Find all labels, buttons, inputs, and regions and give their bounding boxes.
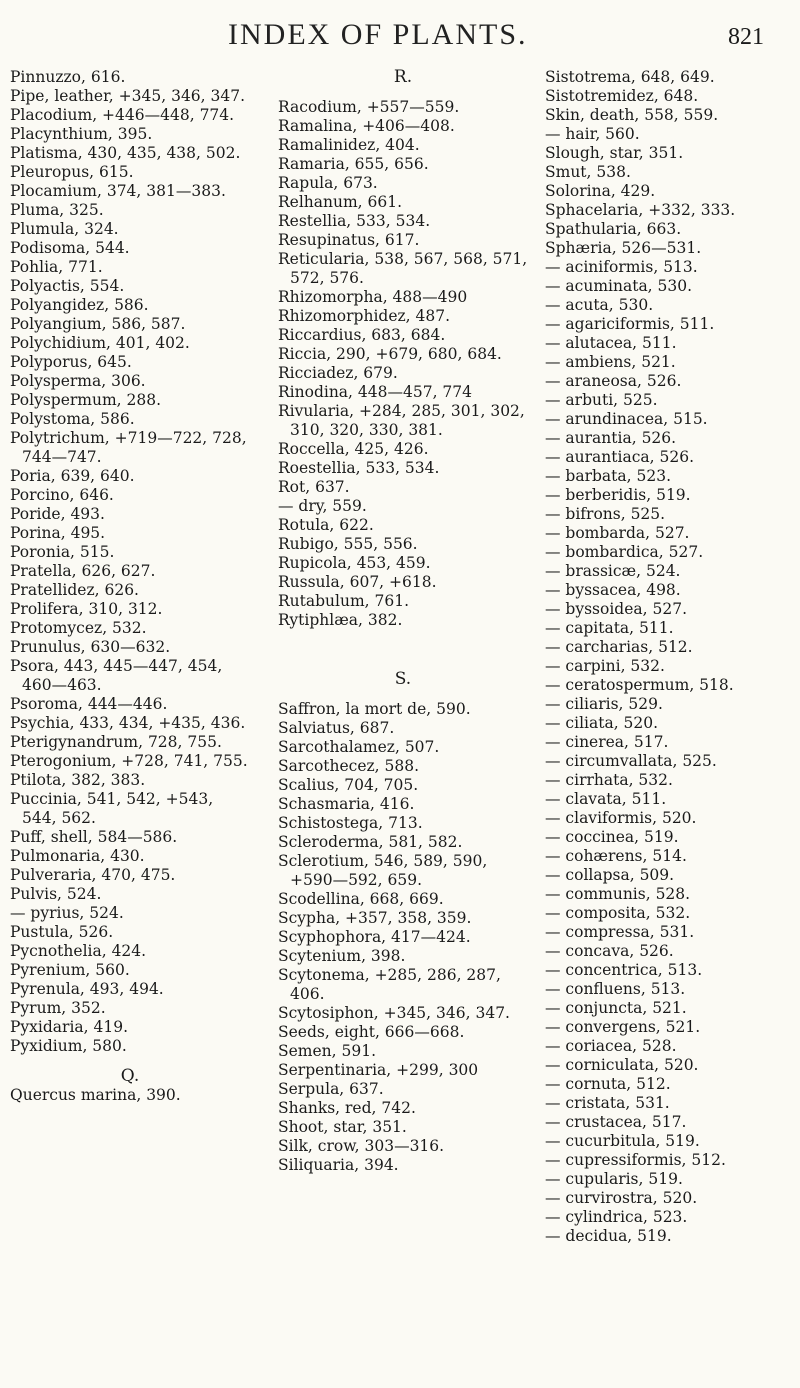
index-entry: — agariciformis, 511.: [545, 315, 715, 333]
index-entry: Placodium, +446—448, 774.: [10, 106, 235, 124]
index-entry: — brassicæ, 524.: [545, 562, 681, 580]
index-entry: Poria, 639, 640.: [10, 467, 135, 485]
index-entry: Roccella, 425, 426.: [278, 440, 429, 458]
index-entry: — cornuta, 512.: [545, 1075, 671, 1093]
index-entry: — byssacea, 498.: [545, 581, 681, 599]
index-entry: — pyrius, 524.: [10, 904, 124, 922]
index-entry: Riccardius, 683, 684.: [278, 326, 446, 344]
index-entry: — capitata, 511.: [545, 619, 674, 637]
index-entry: — cirrhata, 532.: [545, 771, 673, 789]
index-entry: — carpini, 532.: [545, 657, 665, 675]
index-entry: Pluma, 325.: [10, 201, 104, 219]
index-entry: Rapula, 673.: [278, 174, 378, 192]
index-entry: Porcino, 646.: [10, 486, 114, 504]
index-entry: — berberidis, 519.: [545, 486, 691, 504]
index-entry: Polytrichum, +719—722, 728, 744—747.: [10, 429, 247, 466]
index-entry: Pleuropus, 615.: [10, 163, 134, 181]
index-entry: Poronia, 515.: [10, 543, 115, 561]
index-entry: — cucurbitula, 519.: [545, 1132, 700, 1150]
index-entry: — bombardica, 527.: [545, 543, 704, 561]
index-entry: Porina, 495.: [10, 524, 106, 542]
index-entry: Skin, death, 558, 559.: [545, 106, 719, 124]
index-entry: Quercus marina, 390.: [10, 1086, 181, 1104]
index-entry: — aurantiaca, 526.: [545, 448, 694, 466]
index-entry: — arbuti, 525.: [545, 391, 658, 409]
index-entry: — concava, 526.: [545, 942, 674, 960]
index-entry: Rotula, 622.: [278, 516, 374, 534]
index-entry: Ramalinidez, 404.: [278, 136, 420, 154]
index-entry: Pinnuzzo, 616.: [10, 68, 126, 86]
index-entry: Silk, crow, 303—316.: [278, 1137, 445, 1155]
index-entry: Pipe, leather, +345, 346, 347.: [10, 87, 246, 105]
index-entry: — byssoidea, 527.: [545, 600, 688, 618]
index-entry: — ciliata, 520.: [545, 714, 659, 732]
index-entry: — conjuncta, 521.: [545, 999, 687, 1017]
page-number: 821: [728, 24, 764, 50]
index-entry: — convergens, 521.: [545, 1018, 701, 1036]
index-entry: Plumula, 324.: [10, 220, 119, 238]
index-entry: Ramaria, 655, 656.: [278, 155, 429, 173]
index-column-3: [545, 68, 795, 1246]
index-entry: Podisoma, 544.: [10, 239, 130, 257]
index-entry: Scytonema, +285, 286, 287, 406.: [278, 966, 501, 1003]
index-entry: Scypha, +357, 358, 359.: [278, 909, 472, 927]
index-entry: Sistotremidez, 648.: [545, 87, 699, 105]
letter-heading-r: R.: [393, 67, 413, 87]
index-entry: Seeds, eight, 666—668.: [278, 1023, 465, 1041]
index-entry: — dry, 559.: [278, 497, 367, 515]
index-entry: Pulvis, 524.: [10, 885, 102, 903]
index-entry: Scalius, 704, 705.: [278, 776, 419, 794]
index-entry: Psora, 443, 445—447, 454, 460—463.: [10, 657, 223, 694]
index-entry: Polyporus, 645.: [10, 353, 132, 371]
index-entry: Smut, 538.: [545, 163, 631, 181]
index-entry: — ceratospermum, 518.: [545, 676, 734, 694]
index-entry: — crustacea, 517.: [545, 1113, 687, 1131]
index-entry: Plocamium, 374, 381—383.: [10, 182, 226, 200]
index-entry: Shanks, red, 742.: [278, 1099, 416, 1117]
index-entry: Prunulus, 630—632.: [10, 638, 171, 656]
index-entry: Pohlia, 771.: [10, 258, 103, 276]
index-entry: Restellia, 533, 534.: [278, 212, 431, 230]
index-entry: — arundinacea, 515.: [545, 410, 708, 428]
index-entry: — concentrica, 513.: [545, 961, 703, 979]
index-entry: Sarcothecez, 588.: [278, 757, 420, 775]
index-entry: Serpula, 637.: [278, 1080, 384, 1098]
index-entry: Rhizomorphidez, 487.: [278, 307, 451, 325]
index-entry: — collapsa, 509.: [545, 866, 675, 884]
index-entry: Pratellidez, 626.: [10, 581, 139, 599]
index-entry: Polychidium, 401, 402.: [10, 334, 190, 352]
index-entry: Rivularia, +284, 285, 301, 302, 310, 320, 330, 381.: [278, 402, 525, 439]
index-entry: Pyrenium, 560.: [10, 961, 130, 979]
index-entry: Pterigynandrum, 728, 755.: [10, 733, 222, 751]
index-entry: Semen, 591.: [278, 1042, 377, 1060]
index-entry: Pyxidaria, 419.: [10, 1018, 129, 1036]
index-entry: Pustula, 526.: [10, 923, 114, 941]
index-entry: Riccia, 290, +679, 680, 684.: [278, 345, 502, 363]
index-entry: Pulveraria, 470, 475.: [10, 866, 176, 884]
index-entry: Ricciadez, 679.: [278, 364, 398, 382]
index-entry: — ciliaris, 529.: [545, 695, 663, 713]
index-entry: Shoot, star, 351.: [278, 1118, 407, 1136]
index-entry: Placynthium, 395.: [10, 125, 153, 143]
index-entry: Scytosiphon, +345, 346, 347.: [278, 1004, 510, 1022]
index-entry: Polyangidez, 586.: [10, 296, 149, 314]
index-entry: Platisma, 430, 435, 438, 502.: [10, 144, 241, 162]
index-entry: — cristata, 531.: [545, 1094, 670, 1112]
index-entry: — cinerea, 517.: [545, 733, 669, 751]
index-entry: Scyphophora, 417—424.: [278, 928, 471, 946]
index-entry: — decidua, 519.: [545, 1227, 672, 1245]
index-entry: Scytenium, 398.: [278, 947, 406, 965]
index-entry: Pratella, 626, 627.: [10, 562, 156, 580]
index-entry: Pyrenula, 493, 494.: [10, 980, 164, 998]
index-entry: — cylindrica, 523.: [545, 1208, 688, 1226]
index-entry: — corniculata, 520.: [545, 1056, 699, 1074]
letter-heading-s: S.: [394, 669, 412, 689]
index-entry: — hair, 560.: [545, 125, 640, 143]
index-entry: Serpentinaria, +299, 300: [278, 1061, 479, 1079]
index-entry: Protomycez, 532.: [10, 619, 147, 637]
index-entry: — compressa, 531.: [545, 923, 695, 941]
index-entry: Relhanum, 661.: [278, 193, 403, 211]
index-entry: — aciniformis, 513.: [545, 258, 698, 276]
index-entry: — composita, 532.: [545, 904, 691, 922]
index-entry: — ambiens, 521.: [545, 353, 676, 371]
index-entry: — coccinea, 519.: [545, 828, 679, 846]
index-entry: — curvirostra, 520.: [545, 1189, 698, 1207]
index-entry: — aurantia, 526.: [545, 429, 677, 447]
index-entry: — araneosa, 526.: [545, 372, 682, 390]
index-column-2: [278, 68, 528, 1175]
index-entry: Solorina, 429.: [545, 182, 656, 200]
index-entry: Rupicola, 453, 459.: [278, 554, 431, 572]
letter-heading-q: Q.: [120, 1066, 140, 1086]
index-entry: Prolifera, 310, 312.: [10, 600, 163, 618]
index-entry: Scodellina, 668, 669.: [278, 890, 444, 908]
index-entry: — cupularis, 519.: [545, 1170, 683, 1188]
index-entry: Schasmaria, 416.: [278, 795, 415, 813]
page-title: INDEX OF PLANTS.: [228, 18, 528, 51]
index-entry: Polystoma, 586.: [10, 410, 135, 428]
page-header: [0, 18, 800, 64]
index-entry: — communis, 528.: [545, 885, 691, 903]
index-entry: Pyxidium, 580.: [10, 1037, 127, 1055]
index-entry: Schistostega, 713.: [278, 814, 423, 832]
index-entry: Polyspermum, 288.: [10, 391, 162, 409]
index-entry: Polyactis, 554.: [10, 277, 125, 295]
index-entry: Resupinatus, 617.: [278, 231, 420, 249]
index-entry: Pulmonaria, 430.: [10, 847, 145, 865]
index-entry: Psychia, 433, 434, +435, 436.: [10, 714, 246, 732]
index-entry: Ramalina, +406—408.: [278, 117, 455, 135]
index-entry: Rutabulum, 761.: [278, 592, 410, 610]
index-entry: Russula, 607, +618.: [278, 573, 437, 591]
index-entry: Rubigo, 555, 556.: [278, 535, 418, 553]
index-entry: — coriacea, 528.: [545, 1037, 677, 1055]
index-entry: Rhizomorpha, 488—490: [278, 288, 468, 306]
index-entry: Racodium, +557—559.: [278, 98, 460, 116]
index-entry: Scleroderma, 581, 582.: [278, 833, 463, 851]
index-entry: Sarcothalamez, 507.: [278, 738, 440, 756]
index-entry: — bombarda, 527.: [545, 524, 690, 542]
index-entry: — carcharias, 512.: [545, 638, 693, 656]
index-entry: Rot, 637.: [278, 478, 350, 496]
index-entry: Sphæria, 526—531.: [545, 239, 702, 257]
index-entry: Spathularia, 663.: [545, 220, 682, 238]
index-entry: Sclerotium, 546, 589, 590, +590—592, 659.: [278, 852, 488, 889]
index-entry: — confluens, 513.: [545, 980, 686, 998]
index-entry: — clavata, 511.: [545, 790, 667, 808]
index-entry: — barbata, 523.: [545, 467, 671, 485]
index-entry: Polyangium, 586, 587.: [10, 315, 186, 333]
index-entry: Reticularia, 538, 567, 568, 571, 572, 576.: [278, 250, 528, 287]
index-entry: Siliquaria, 394.: [278, 1156, 399, 1174]
index-entry: Puff, shell, 584—586.: [10, 828, 178, 846]
index-entry: Slough, star, 351.: [545, 144, 684, 162]
index-entry: — acuminata, 530.: [545, 277, 693, 295]
index-entry: Psoroma, 444—446.: [10, 695, 168, 713]
index-entry: — acuta, 530.: [545, 296, 654, 314]
index-entry: — circumvallata, 525.: [545, 752, 717, 770]
index-entry: — cohærens, 514.: [545, 847, 687, 865]
index-entry: Polysperma, 306.: [10, 372, 146, 390]
index-column-1: [10, 68, 250, 1105]
index-entry: Pycnothelia, 424.: [10, 942, 147, 960]
index-entry: Saffron, la mort de, 590.: [278, 700, 471, 718]
index-entry: — bifrons, 525.: [545, 505, 666, 523]
index-entry: Sphacelaria, +332, 333.: [545, 201, 736, 219]
index-entry: Roestellia, 533, 534.: [278, 459, 440, 477]
index-entry: Pyrum, 352.: [10, 999, 106, 1017]
index-entry: — claviformis, 520.: [545, 809, 697, 827]
index-entry: Pterogonium, +728, 741, 755.: [10, 752, 248, 770]
index-entry: Ptilota, 382, 383.: [10, 771, 146, 789]
index-entry: Puccinia, 541, 542, +543, 544, 562.: [10, 790, 214, 827]
index-entry: Rytiphlæa, 382.: [278, 611, 403, 629]
index-entry: Salviatus, 687.: [278, 719, 395, 737]
index-entry: — alutacea, 511.: [545, 334, 677, 352]
index-entry: Poride, 493.: [10, 505, 105, 523]
index-entry: Rinodina, 448—457, 774: [278, 383, 473, 401]
index-entry: Sistotrema, 648, 649.: [545, 68, 715, 86]
index-entry: — cupressiformis, 512.: [545, 1151, 726, 1169]
